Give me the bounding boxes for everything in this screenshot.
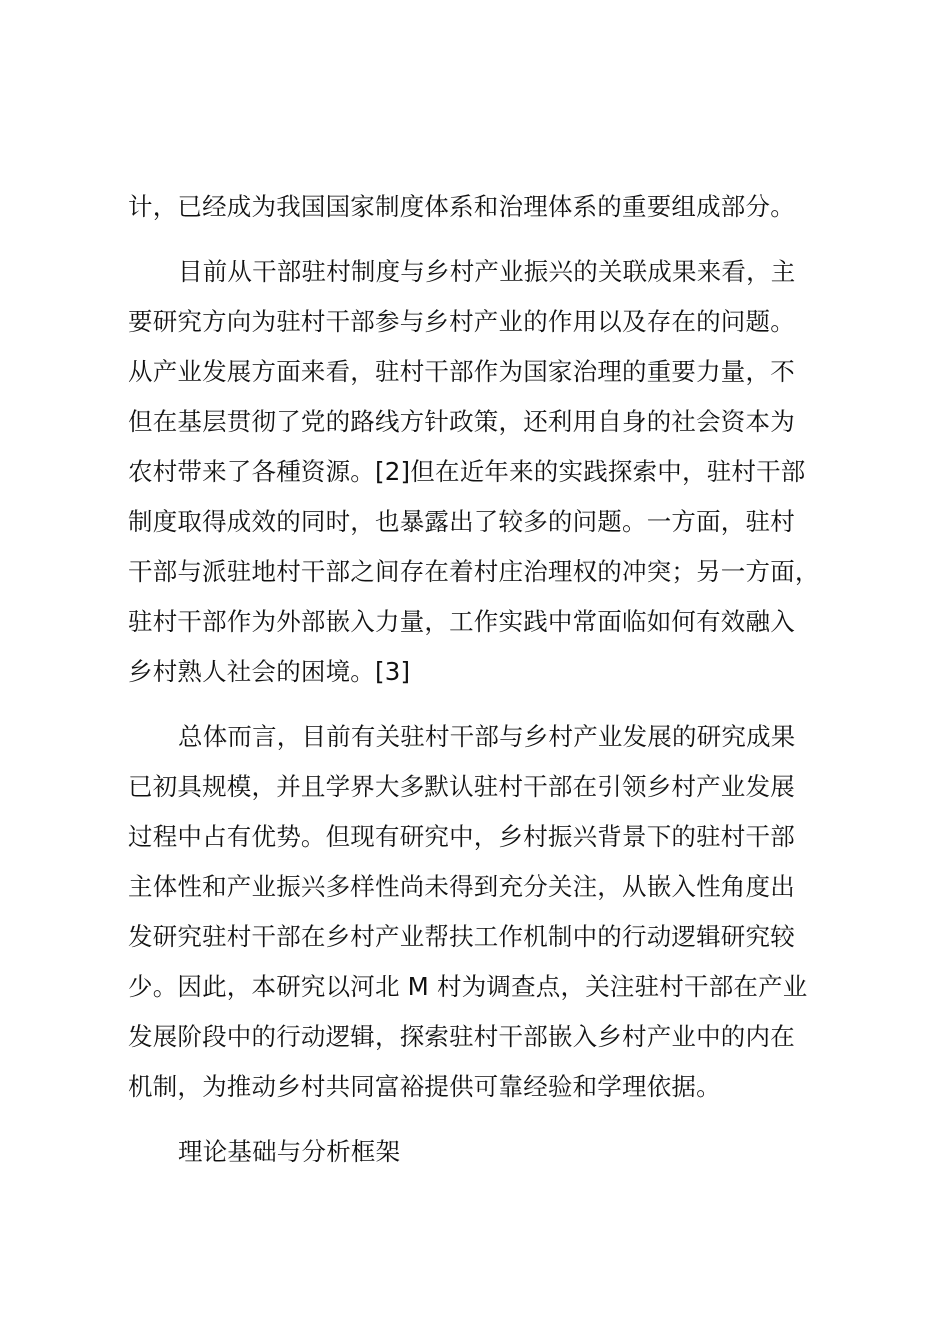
paragraph-3-line-5: 发研究驻村干部在乡村产业帮扶工作机制中的行动逻辑研究较 (128, 922, 795, 951)
paragraph-2-line-7: 干部与派驻地村干部之间存在着村庄治理权的冲突；另一方面， (128, 557, 820, 586)
paragraph-2-line-8: 驻村干部作为外部嵌入力量，工作实践中常面临如何有效融入 (128, 607, 795, 636)
paragraph-3-line-7: 发展阶段中的行动逻辑，探索驻村干部嵌入乡村产业中的内在 (128, 1022, 795, 1051)
paragraph-3-line-2: 已初具规模，并且学界大多默认驻村干部在引领乡村产业发展 (128, 772, 795, 801)
paragraph-2-line-4: 但在基层贯彻了党的路线方针政策，还利用自身的社会资本为 (128, 407, 795, 436)
paragraph-3-line-8: 机制，为推动乡村共同富裕提供可靠经验和学理依据。 (128, 1072, 721, 1101)
section-heading: 理论基础与分析框架 (178, 1137, 401, 1166)
paragraph-1-line-1: 计，已经成为我国国家制度体系和治理体系的重要组成部分。 (128, 192, 795, 221)
paragraph-3-line-4: 主体性和产业振兴多样性尚未得到充分关注，从嵌入性角度出 (128, 872, 795, 901)
paragraph-2-line-9: 乡村熟人社会的困境。[3] (128, 657, 411, 686)
paragraph-3-line-1: 总体而言，目前有关驻村干部与乡村产业发展的研究成果 (178, 722, 796, 751)
paragraph-2-line-3: 从产业发展方面来看，驻村干部作为国家治理的重要力量，不 (128, 357, 795, 386)
paragraph-3-line-6: 少。因此，本研究以河北 M 村为调查点，关注驻村干部在产业 (128, 972, 808, 1001)
paragraph-3-line-3: 过程中占有优势。但现有研究中，乡村振兴背景下的驻村干部 (128, 822, 795, 851)
paragraph-2-line-1: 目前从干部驻村制度与乡村产业振兴的关联成果来看，主 (178, 257, 796, 286)
paragraph-2-line-5: 农村带来了各種资源。[2]但在近年来的实践探索中，驻村干部 (128, 457, 806, 486)
paragraph-2-line-6: 制度取得成效的同时，也暴露出了较多的问题。一方面，驻村 (128, 507, 795, 536)
paragraph-2-line-2: 要研究方向为驻村干部参与乡村产业的作用以及存在的问题。 (128, 307, 795, 336)
